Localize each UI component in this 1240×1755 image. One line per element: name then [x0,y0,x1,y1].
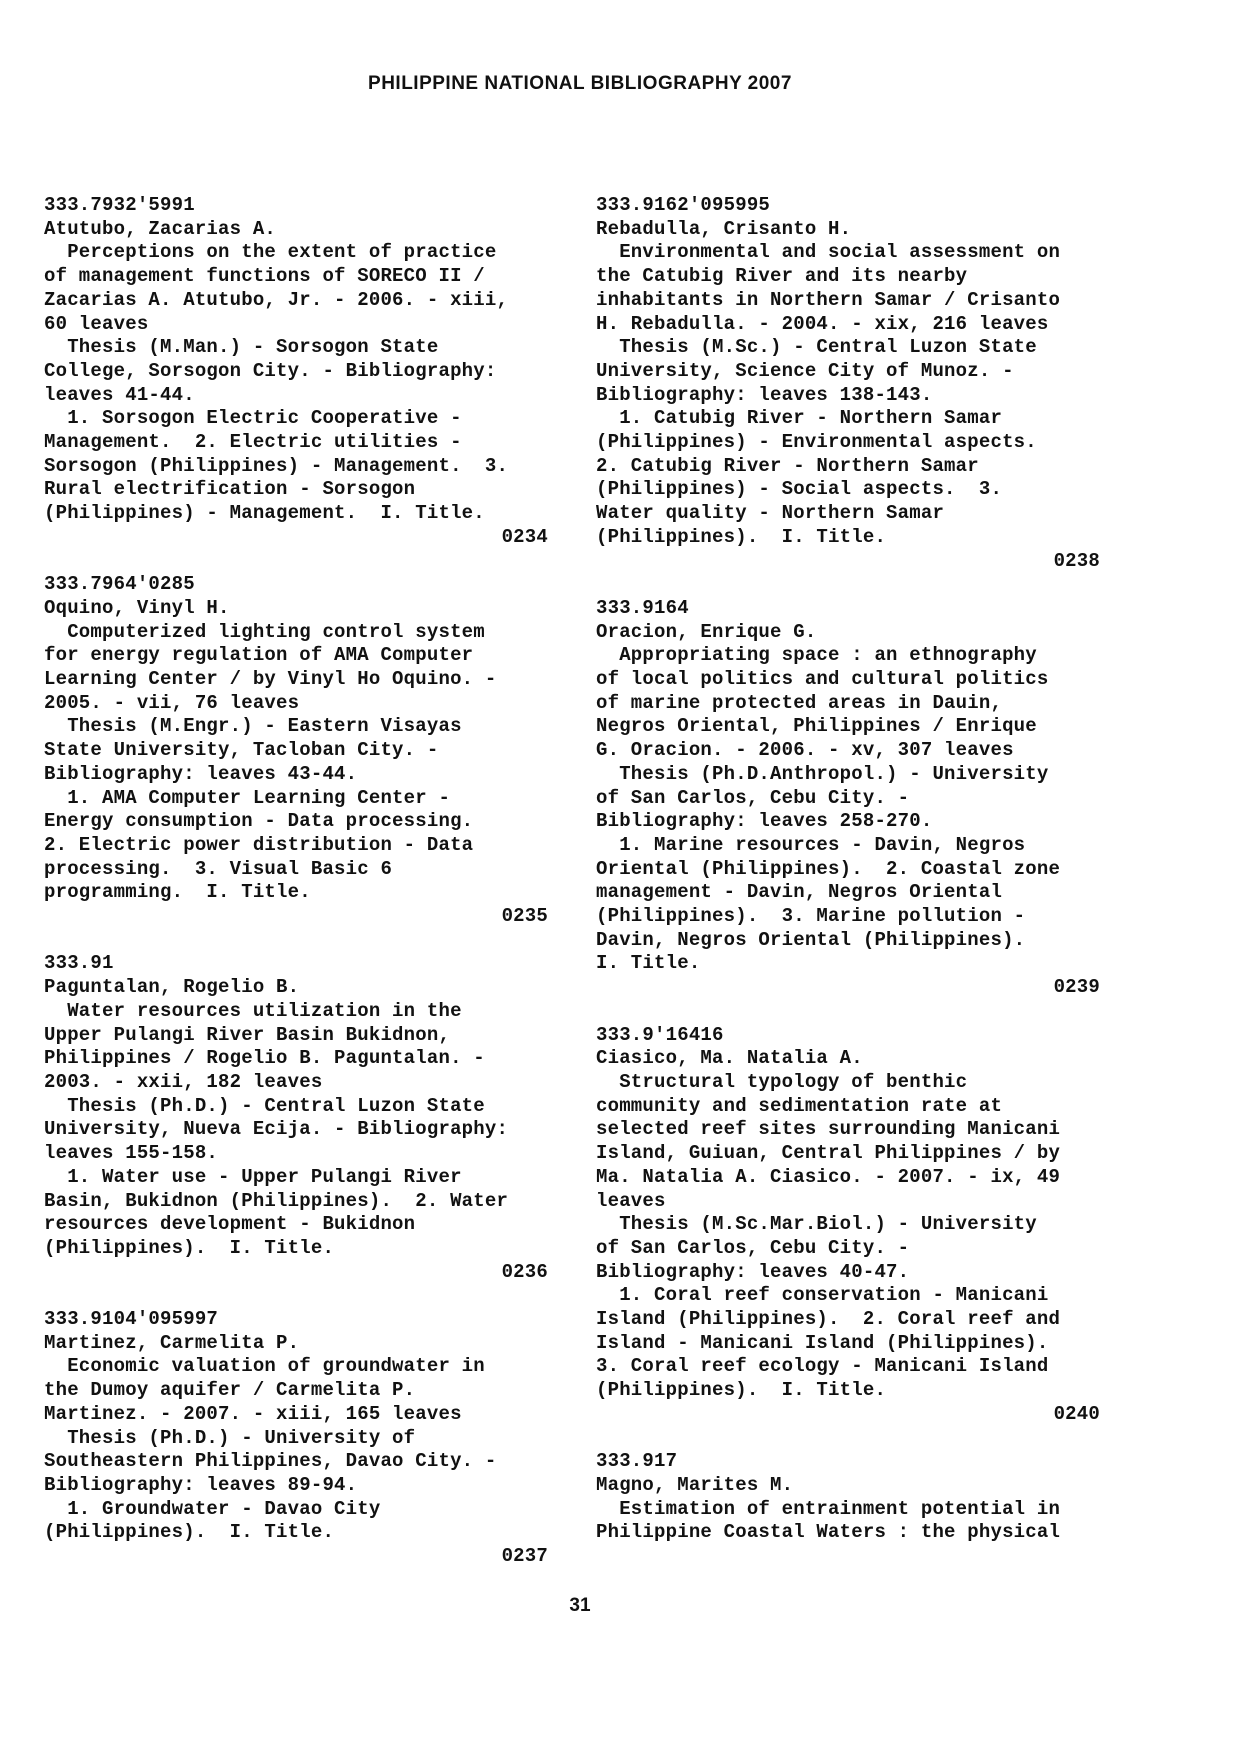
right-column [596,194,1100,1569]
entry-text-line: Perceptions on the extent of practice [44,241,497,264]
entry-text-line: 1. Catubig River - Northern Samar [596,407,1003,430]
entry-text-line: Bibliography: leaves 40-47. [596,1260,910,1283]
entry-text-line: Southeastern Philippines, Davao City. - [44,1450,497,1473]
entry-number: 0234 [501,525,548,548]
entry-text-line: 2003. - xxii, 182 leaves [44,1070,323,1093]
entry-text-line: Thesis (M.Sc.) - Central Luzon State [596,336,1037,359]
entry-text-line: Thesis (Ph.D.) - University of [44,1426,416,1449]
entry-number: 0238 [1053,549,1100,572]
entry-text-line: Sorsogon (Philippines) - Management. 3. [44,454,509,477]
entry-text-line: Structural typology of benthic [596,1070,968,1093]
author-name: Ciasico, Ma. Natalia A. [596,1047,863,1070]
entry-text-line: 1. AMA Computer Learning Center - [44,786,451,809]
entry-text-line: (Philippines). 3. Marine pollution - [596,905,1026,928]
entry-text-line: the Dumoy aquifer / Carmelita P. [44,1379,416,1402]
entry-text-line: Estimation of entrainment potential in [596,1497,1061,1520]
entry-text-line: Thesis (M.Man.) - Sorsogon State [44,336,439,359]
entry-text-line: Martinez. - 2007. - xiii, 165 leaves [44,1402,462,1425]
bibliography-entry [596,597,1100,1000]
entry-text-line: College, Sorsogon City. - Bibliography: [44,359,497,382]
entry-text-line: 2. Electric power distribution - Data [44,833,474,856]
entry-text-line: G. Oracion. - 2006. - xv, 307 leaves [596,739,1014,762]
entry-text-line: Island, Guiuan, Central Philippines / by [596,1142,1061,1165]
entry-text-line: community and sedimentation rate at [596,1094,1003,1117]
call-number: 333.7964'0285 [44,573,195,596]
call-number: 333.7932'5991 [44,194,195,216]
entry-text-line: of San Carlos, Cebu City. - [596,1236,910,1259]
entry-text-line: processing. 3. Visual Basic 6 [44,857,393,880]
entry-text-line: Economic valuation of groundwater in [44,1355,485,1378]
entry-text-line: 1. Coral reef conservation - Manicani [596,1284,1049,1307]
entry-text-line: Bibliography: leaves 89-94. [44,1473,358,1496]
entry-text-line: of marine protected areas in Dauin, [596,691,1003,714]
entry-text-line: Thesis (Ph.D.Anthropol.) - University [596,762,1049,785]
entry-text-line: 3. Coral reef ecology - Manicani Island [596,1355,1049,1378]
entry-text-line: inhabitants in Northern Samar / Crisanto [596,288,1061,311]
entry-text-line: Rural electrification - Sorsogon [44,478,416,501]
entry-text-line: (Philippines). I. Title. [44,1236,335,1259]
entry-text-line: 1. Water use - Upper Pulangi River [44,1165,462,1188]
entry-text-line: Thesis (M.Engr.) - Eastern Visayas [44,715,462,738]
page-number: 31 [569,1595,591,1616]
entry-text-line: H. Rebadulla. - 2004. - xix, 216 leaves [596,312,1049,335]
entry-number: 0236 [501,1260,548,1283]
entry-text-line: 2. Catubig River - Northern Samar [596,454,979,477]
bibliography-entry [596,1024,1100,1427]
entry-text-line: of local politics and cultural politics [596,668,1049,691]
entry-text-line: leaves [596,1189,666,1212]
entry-text-line: Water quality - Northern Samar [596,502,945,525]
entry-text-line: I. Title. [596,952,701,975]
entry-text-line: Learning Center / by Vinyl Ho Oquino. - [44,668,497,691]
entry-text-line: management - Davin, Negros Oriental [596,881,1003,904]
entry-text-line: Philippine Coastal Waters : the physical [596,1521,1061,1544]
entry-text-line: selected reef sites surrounding Manicani [596,1118,1061,1141]
entry-text-line: Philippines / Rogelio B. Paguntalan. - [44,1047,485,1070]
author-name: Oquino, Vinyl H. [44,596,230,619]
entry-text-line: Computerized lighting control system [44,620,485,643]
left-column [44,194,548,1592]
entry-text-line: Bibliography: leaves 43-44. [44,762,358,785]
call-number: 333.917 [596,1450,678,1473]
entry-number: 0239 [1053,976,1100,999]
entry-text-line: the Catubig River and its nearby [596,265,968,288]
call-number: 333.9162'095995 [596,194,771,216]
entry-text-line: Bibliography: leaves 138-143. [596,383,933,406]
call-number: 333.9'16416 [596,1023,724,1046]
entry-text-line: Island (Philippines). 2. Coral reef and [596,1308,1061,1331]
bibliography-entry [596,1450,1100,1545]
author-name: Martinez, Carmelita P. [44,1331,300,1354]
entry-text-line: State University, Tacloban City. - [44,739,439,762]
bibliography-entry [44,194,548,550]
entry-text-line: (Philippines). I. Title. [44,1521,335,1544]
entry-text-line: 1. Groundwater - Davao City [44,1497,381,1520]
call-number: 333.91 [44,952,114,975]
entry-number: 0237 [501,1545,548,1568]
entry-number: 0235 [501,905,548,928]
entry-text-line: Basin, Bukidnon (Philippines). 2. Water [44,1189,509,1212]
entry-text-line: of San Carlos, Cebu City. - [596,786,910,809]
entry-text-line: Appropriating space : an ethnography [596,644,1037,667]
entry-text-line: for energy regulation of AMA Computer [44,644,474,667]
entry-text-line: Zacarias A. Atutubo, Jr. - 2006. - xiii, [44,288,509,311]
entry-text-line: University, Nueva Ecija. - Bibliography: [44,1118,509,1141]
author-name: Oracion, Enrique G. [596,620,817,643]
entry-text-line: of management functions of SORECO II / [44,265,485,288]
entry-text-line: (Philippines) - Management. I. Title. [44,502,485,525]
author-name: Paguntalan, Rogelio B. [44,976,300,999]
entry-text-line: 1. Sorsogon Electric Cooperative - [44,407,462,430]
entry-text-line: Energy consumption - Data processing. [44,810,474,833]
entry-text-line: University, Science City of Munoz. - [596,359,1014,382]
entry-text-line: Bibliography: leaves 258-270. [596,810,933,833]
entry-text-line: (Philippines). I. Title. [596,525,887,548]
bibliography-entry [596,194,1100,573]
call-number: 333.9164 [596,596,689,619]
entry-text-line: 1. Marine resources - Davin, Negros [596,833,1026,856]
entry-text-line: programming. I. Title. [44,881,311,904]
call-number: 333.9104'095997 [44,1308,219,1330]
entry-text-line: Thesis (Ph.D.) - Central Luzon State [44,1094,485,1117]
entry-text-line: Island - Manicani Island (Philippines). [596,1331,1049,1354]
entry-text-line: Upper Pulangi River Basin Bukidnon, [44,1023,451,1046]
bibliography-entry [44,1308,548,1569]
author-name: Magno, Marites M. [596,1473,794,1496]
entry-text-line: Thesis (M.Sc.Mar.Biol.) - University [596,1213,1037,1236]
entry-text-line: leaves 155-158. [44,1142,219,1165]
bibliography-entry [44,573,548,929]
entry-text-line: resources development - Bukidnon [44,1213,416,1236]
entry-text-line: (Philippines). I. Title. [596,1379,887,1402]
entry-text-line: Environmental and social assessment on [596,241,1061,264]
entry-text-line: 60 leaves [44,312,149,335]
author-name: Rebadulla, Crisanto H. [596,217,852,240]
entry-text-line: Ma. Natalia A. Ciasico. - 2007. - ix, 49 [596,1165,1061,1188]
entry-text-line: Water resources utilization in the [44,999,462,1022]
author-name: Atutubo, Zacarias A. [44,217,277,240]
entry-text-line: Oriental (Philippines). 2. Coastal zone [596,857,1061,880]
entry-text-line: Management. 2. Electric utilities - [44,431,462,454]
entry-text-line: leaves 41-44. [44,383,195,406]
bibliography-entry [44,952,548,1284]
entry-text-line: Davin, Negros Oriental (Philippines). [596,928,1026,951]
entry-text-line: (Philippines) - Social aspects. 3. [596,478,1003,501]
entry-text-line: 2005. - vii, 76 leaves [44,691,300,714]
page-header: PHILIPPINE NATIONAL BIBLIOGRAPHY 2007 [368,73,792,94]
entry-number: 0240 [1053,1402,1100,1425]
entry-text-line: Negros Oriental, Philippines / Enrique [596,715,1037,738]
entry-text-line: (Philippines) - Environmental aspects. [596,431,1037,454]
